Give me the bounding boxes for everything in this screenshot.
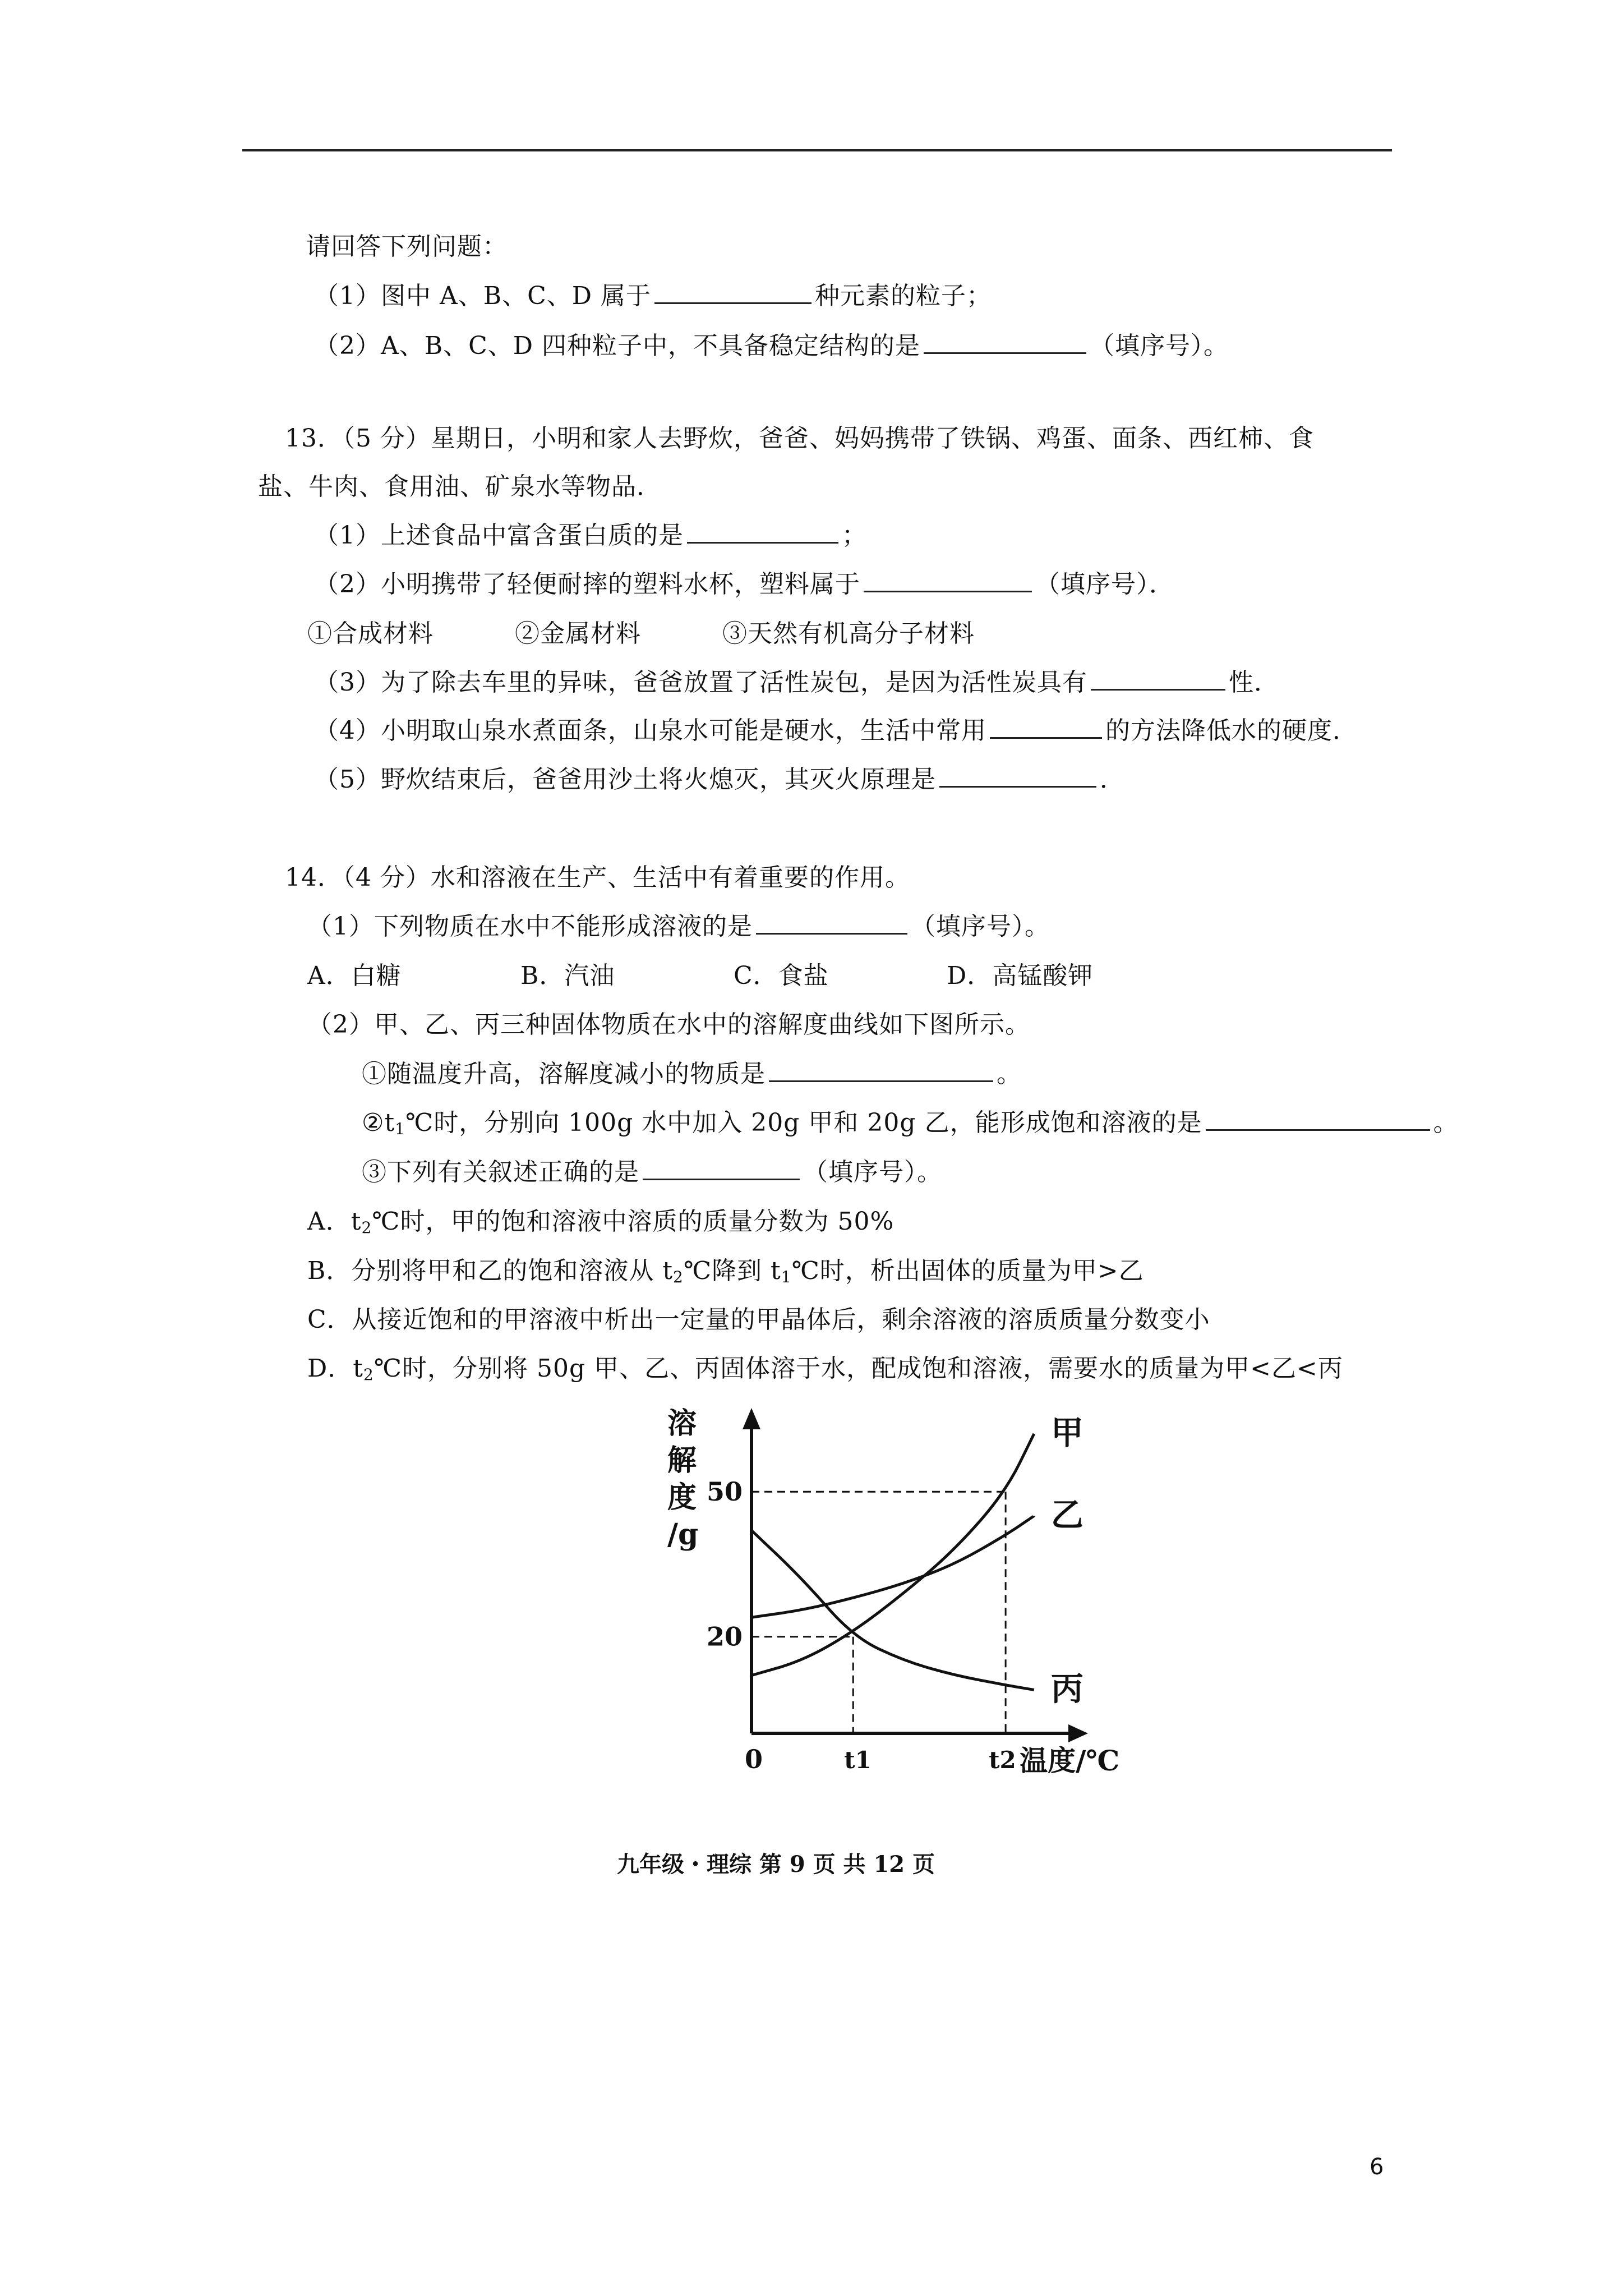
- q13-stem-line1: 13．（5 分）星期日，小明和家人去野炊，爸爸、妈妈携带了铁锅、鸡蛋、面条、西红柿、食: [285, 424, 1314, 453]
- q13-part5: （5）野炊结束后，爸爸用沙土将火熄灭，其灭火原理是 ．: [314, 763, 1125, 797]
- q14-blank-1[interactable]: [756, 910, 907, 935]
- q12-blank-2[interactable]: [924, 330, 1086, 354]
- q13-option-2: ②金属材料: [515, 619, 641, 648]
- q12-blank-1[interactable]: [654, 280, 811, 304]
- y-tick-label: 50: [707, 1476, 743, 1507]
- q13-blank-2[interactable]: [864, 568, 1032, 592]
- q14-part2: （2）甲、乙、丙三种固体物质在水中的溶解度曲线如下图所示。: [307, 1010, 1030, 1039]
- q13-blank-1[interactable]: [687, 519, 838, 544]
- q13-blank-5[interactable]: [939, 763, 1096, 788]
- chart-labels: [667, 1406, 1119, 1777]
- q14-options: [307, 959, 1093, 993]
- y-axis-label-part: 解: [667, 1443, 697, 1478]
- q13-part1: （1）上述食品中富含蛋白质的是 ；: [314, 519, 867, 553]
- series-label-3: 丙: [1050, 1669, 1083, 1708]
- solubility-chart: [617, 1402, 1120, 1795]
- q14-choice-a: A．$t_2℃$时，甲的饱和溶液中溶质的质量分数为 50%: [307, 1207, 895, 1237]
- series-label-2: 乙: [1050, 1496, 1083, 1534]
- q14-choice-d: D．$t_2℃$时，分别将 50g 甲、乙、丙固体溶于水，配成饱和溶液，需要水的质量为甲<乙<丙: [307, 1354, 1343, 1384]
- q13-blank-4[interactable]: [990, 715, 1102, 739]
- q13-part3: （3）为了除去车里的异味，爸爸放置了活性炭包，是因为活性炭具有 性．: [314, 666, 1279, 700]
- q14-option-d: D．高锰酸钾: [947, 961, 1094, 990]
- q14-sub3: ③下列有关叙述正确的是 （填序号）。: [362, 1156, 942, 1189]
- x-axis-label: 温度/℃: [1020, 1744, 1120, 1777]
- q14-stem: 14．（4 分）水和溶液在生产、生活中有着重要的作用。: [285, 863, 910, 892]
- q14-option-c: C．食盐: [734, 961, 829, 990]
- q14-blank-4[interactable]: [643, 1156, 800, 1180]
- q13-stem-line2: 盐、牛肉、食用油、矿泉水等物品．: [258, 472, 662, 501]
- q14-option-b: B．汽油: [520, 961, 615, 990]
- q13-options: [307, 617, 975, 651]
- q14-part1: （1）下列物质在水中不能形成溶液的是 （填序号）。: [307, 910, 1050, 944]
- y-axis-label-part: /g: [667, 1517, 699, 1552]
- x-tick-label: t1: [844, 1746, 872, 1774]
- y-axis-label-part: 度: [667, 1480, 697, 1515]
- y-tick-label: 20: [707, 1621, 743, 1652]
- x-tick-label: t2: [989, 1746, 1016, 1774]
- origin-label: 0: [745, 1744, 763, 1774]
- intro-text: 请回答下列问题：: [306, 232, 508, 261]
- q14-choice-b: B．分别将甲和乙的饱和溶液从 $t_2℃$降到 $t_1℃$时，析出固体的质量为甲>乙: [307, 1257, 1144, 1286]
- header-rule: [242, 149, 1392, 151]
- x-axis-arrow: [1068, 1724, 1088, 1742]
- q13-option-1: ①合成材料: [307, 619, 434, 648]
- q13-part2: （2）小明携带了轻便耐摔的塑料水杯，塑料属于 （填序号）．: [314, 568, 1174, 601]
- q14-blank-2[interactable]: [769, 1058, 993, 1082]
- q13-part4: （4）小明取山泉水煮面条，山泉水可能是硬水，生活中常用 的方法降低水的硬度．: [314, 714, 1358, 748]
- y-axis-label-part: 溶: [667, 1406, 697, 1441]
- q13-blank-3[interactable]: [1091, 666, 1225, 691]
- q12-part2: （2）A、B、C、D 四种粒子中，不具备稳定结构的是 （填序号）。: [314, 329, 1229, 363]
- chart-axes: [743, 1408, 1088, 1742]
- series-label-1: 甲: [1050, 1413, 1083, 1452]
- q14-sub2: $②t_1℃$时，分别向 100g 水中加入 20g 甲和 20g 乙，能形成饱和溶液的是 。: [362, 1106, 1459, 1146]
- series-line-1: [751, 1434, 1034, 1676]
- chart-series: [751, 1434, 1034, 1690]
- q14-sub1: ①随温度升高，溶解度减小的物质是 。: [362, 1057, 1022, 1091]
- q14-option-a: A．白糖: [307, 961, 402, 990]
- q14-blank-3[interactable]: [1206, 1107, 1430, 1131]
- page-number: 6: [1370, 2154, 1384, 2180]
- q13-option-3: ③天然有机高分子材料: [722, 619, 975, 648]
- page-footer: 九年级・理综 第 9 页 共 12 页: [617, 1851, 935, 1878]
- q12-part1: （1）图中 A、B、C、D 属于 种元素的粒子；: [314, 279, 992, 313]
- y-axis-arrow: [743, 1408, 760, 1429]
- q14-choice-c: C．从接近饱和的甲溶液中析出一定量的甲晶体后，剩余溶液的溶质质量分数变小: [307, 1305, 1210, 1334]
